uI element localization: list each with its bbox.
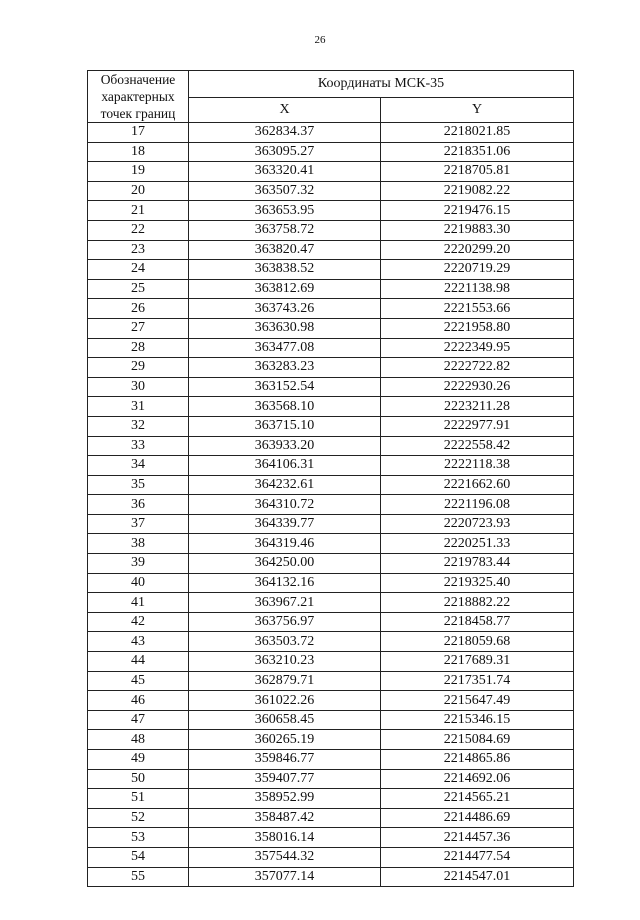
cell-point: 29: [88, 358, 189, 378]
cell-point: 27: [88, 318, 189, 338]
cell-point: 48: [88, 730, 189, 750]
table-row: [88, 514, 574, 534]
cell-x: 360658.45: [189, 710, 381, 730]
table-row: [88, 828, 574, 848]
table-row: [88, 142, 574, 162]
cell-y: 2222977.91: [381, 416, 574, 436]
cell-y: 2218021.85: [381, 123, 574, 143]
cell-y: 2215084.69: [381, 730, 574, 750]
cell-x: 364310.72: [189, 495, 381, 515]
table-row: [88, 240, 574, 260]
table-row: [88, 789, 574, 809]
table-row: [88, 495, 574, 515]
cell-point: 23: [88, 240, 189, 260]
table-body: [88, 123, 574, 887]
header-coordinates-group: Координаты МСК-35: [189, 71, 574, 98]
cell-x: 358016.14: [189, 828, 381, 848]
cell-y: 2214565.21: [381, 789, 574, 809]
table-row: [88, 769, 574, 789]
header-x: X: [189, 97, 381, 122]
table-row: [88, 377, 574, 397]
cell-y: 2222722.82: [381, 358, 574, 378]
cell-point: 30: [88, 377, 189, 397]
cell-x: 358487.42: [189, 808, 381, 828]
table-row: [88, 397, 574, 417]
cell-y: 2222930.26: [381, 377, 574, 397]
table-row: [88, 671, 574, 691]
cell-point: 47: [88, 710, 189, 730]
cell-x: 363756.97: [189, 612, 381, 632]
cell-x: 363715.10: [189, 416, 381, 436]
cell-x: 360265.19: [189, 730, 381, 750]
table-row: [88, 652, 574, 672]
cell-point: 42: [88, 612, 189, 632]
cell-x: 363967.21: [189, 593, 381, 613]
cell-y: 2222118.38: [381, 456, 574, 476]
table-row: [88, 123, 574, 143]
cell-point: 19: [88, 162, 189, 182]
cell-x: 361022.26: [189, 691, 381, 711]
cell-y: 2219783.44: [381, 554, 574, 574]
cell-point: 36: [88, 495, 189, 515]
cell-y: 2219325.40: [381, 573, 574, 593]
table-row: [88, 338, 574, 358]
cell-y: 2214477.54: [381, 847, 574, 867]
cell-point: 21: [88, 201, 189, 221]
table-row: [88, 162, 574, 182]
cell-y: 2214547.01: [381, 867, 574, 887]
cell-point: 18: [88, 142, 189, 162]
cell-point: 40: [88, 573, 189, 593]
cell-y: 2218351.06: [381, 142, 574, 162]
cell-y: 2215346.15: [381, 710, 574, 730]
table-row: [88, 612, 574, 632]
cell-point: 54: [88, 847, 189, 867]
cell-y: 2219883.30: [381, 220, 574, 240]
cell-point: 39: [88, 554, 189, 574]
cell-y: 2214865.86: [381, 750, 574, 770]
table-header-row: [88, 71, 574, 98]
cell-point: 31: [88, 397, 189, 417]
table-row: [88, 416, 574, 436]
cell-x: 364339.77: [189, 514, 381, 534]
cell-point: 45: [88, 671, 189, 691]
table-row: [88, 847, 574, 867]
coordinates-table: [87, 70, 574, 887]
cell-y: 2218705.81: [381, 162, 574, 182]
cell-y: 2220299.20: [381, 240, 574, 260]
cell-x: 357077.14: [189, 867, 381, 887]
cell-x: 363743.26: [189, 299, 381, 319]
table-row: [88, 220, 574, 240]
cell-y: 2217351.74: [381, 671, 574, 691]
cell-y: 2221958.80: [381, 318, 574, 338]
table-row: [88, 260, 574, 280]
cell-y: 2219082.22: [381, 181, 574, 201]
cell-y: 2222349.95: [381, 338, 574, 358]
cell-x: 363503.72: [189, 632, 381, 652]
header-y: Y: [381, 97, 574, 122]
table-row: [88, 279, 574, 299]
cell-point: 24: [88, 260, 189, 280]
cell-point: 33: [88, 436, 189, 456]
cell-x: 363283.23: [189, 358, 381, 378]
cell-point: 26: [88, 299, 189, 319]
header-point-designation: Обозначение характерных точек границ: [88, 71, 189, 123]
table-row: [88, 750, 574, 770]
table-row: [88, 573, 574, 593]
cell-x: 363812.69: [189, 279, 381, 299]
table-row: [88, 808, 574, 828]
cell-y: 2215647.49: [381, 691, 574, 711]
table-row: [88, 475, 574, 495]
cell-x: 363568.10: [189, 397, 381, 417]
cell-y: 2219476.15: [381, 201, 574, 221]
cell-y: 2218458.77: [381, 612, 574, 632]
cell-x: 358952.99: [189, 789, 381, 809]
cell-y: 2217689.31: [381, 652, 574, 672]
cell-x: 364319.46: [189, 534, 381, 554]
cell-x: 359846.77: [189, 750, 381, 770]
cell-point: 34: [88, 456, 189, 476]
table-row: [88, 358, 574, 378]
cell-point: 37: [88, 514, 189, 534]
cell-x: 363320.41: [189, 162, 381, 182]
cell-y: 2221553.66: [381, 299, 574, 319]
cell-x: 362834.37: [189, 123, 381, 143]
table-row: [88, 632, 574, 652]
table-row: [88, 436, 574, 456]
cell-point: 38: [88, 534, 189, 554]
table-row: [88, 318, 574, 338]
cell-x: 357544.32: [189, 847, 381, 867]
table-row: [88, 534, 574, 554]
cell-x: 363630.98: [189, 318, 381, 338]
cell-y: 2221138.98: [381, 279, 574, 299]
cell-point: 44: [88, 652, 189, 672]
table-row: [88, 691, 574, 711]
cell-y: 2220251.33: [381, 534, 574, 554]
cell-point: 41: [88, 593, 189, 613]
cell-x: 364132.16: [189, 573, 381, 593]
cell-y: 2214692.06: [381, 769, 574, 789]
cell-y: 2220719.29: [381, 260, 574, 280]
cell-x: 363507.32: [189, 181, 381, 201]
cell-point: 28: [88, 338, 189, 358]
table-row: [88, 299, 574, 319]
cell-point: 32: [88, 416, 189, 436]
cell-x: 364106.31: [189, 456, 381, 476]
cell-y: 2221196.08: [381, 495, 574, 515]
cell-point: 22: [88, 220, 189, 240]
table-row: [88, 456, 574, 476]
cell-point: 35: [88, 475, 189, 495]
cell-x: 363758.72: [189, 220, 381, 240]
cell-y: 2222558.42: [381, 436, 574, 456]
cell-y: 2223211.28: [381, 397, 574, 417]
table-row: [88, 867, 574, 887]
table-row: [88, 554, 574, 574]
cell-x: 363477.08: [189, 338, 381, 358]
cell-x: 362879.71: [189, 671, 381, 691]
cell-point: 53: [88, 828, 189, 848]
cell-x: 364250.00: [189, 554, 381, 574]
cell-y: 2220723.93: [381, 514, 574, 534]
cell-point: 49: [88, 750, 189, 770]
cell-point: 25: [88, 279, 189, 299]
cell-x: 363820.47: [189, 240, 381, 260]
cell-y: 2218882.22: [381, 593, 574, 613]
cell-x: 363838.52: [189, 260, 381, 280]
cell-x: 363653.95: [189, 201, 381, 221]
cell-x: 364232.61: [189, 475, 381, 495]
cell-x: 359407.77: [189, 769, 381, 789]
cell-x: 363095.27: [189, 142, 381, 162]
cell-point: 20: [88, 181, 189, 201]
cell-point: 50: [88, 769, 189, 789]
cell-x: 363210.23: [189, 652, 381, 672]
cell-x: 363152.54: [189, 377, 381, 397]
table-row: [88, 181, 574, 201]
cell-point: 52: [88, 808, 189, 828]
table-row: [88, 593, 574, 613]
page-number: 26: [314, 34, 326, 46]
cell-point: 43: [88, 632, 189, 652]
cell-point: 55: [88, 867, 189, 887]
table-row: [88, 710, 574, 730]
cell-y: 2218059.68: [381, 632, 574, 652]
cell-point: 51: [88, 789, 189, 809]
cell-y: 2214457.36: [381, 828, 574, 848]
cell-x: 363933.20: [189, 436, 381, 456]
table-row: [88, 730, 574, 750]
table-row: [88, 201, 574, 221]
cell-point: 46: [88, 691, 189, 711]
cell-point: 17: [88, 123, 189, 143]
cell-y: 2221662.60: [381, 475, 574, 495]
cell-y: 2214486.69: [381, 808, 574, 828]
